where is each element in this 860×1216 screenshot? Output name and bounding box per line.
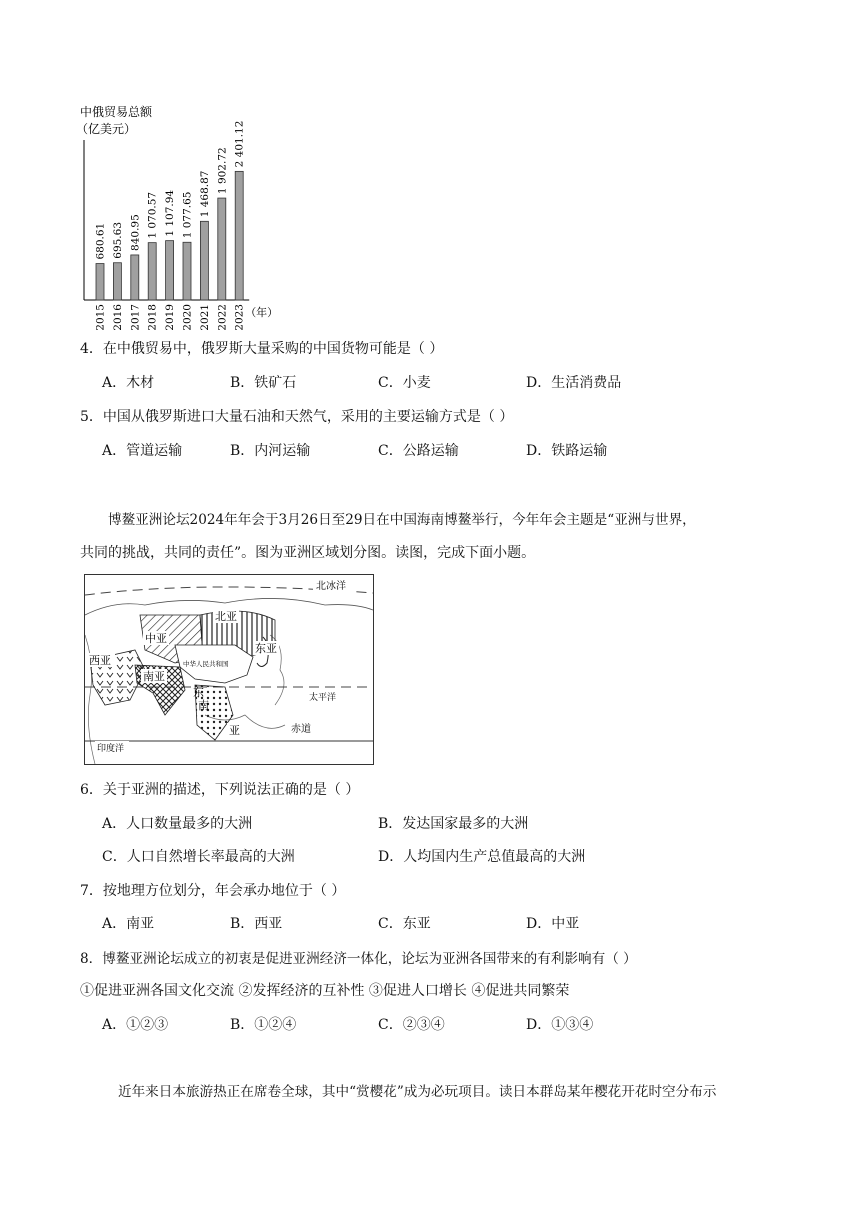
bar-value-label-2015: 680.61: [94, 222, 107, 260]
q7-option-b[interactable]: B．西亚: [230, 916, 283, 932]
map-label-china: 中华人民共和国: [183, 660, 229, 668]
q4-option-d[interactable]: D．生活消费品: [526, 375, 622, 391]
q5-option-c[interactable]: C．公路运输: [378, 443, 459, 459]
q8-option-a[interactable]: A．①②③: [102, 1017, 169, 1033]
x-tick-label-2016: 2016: [111, 304, 124, 330]
x-tick-label-2017: 2017: [129, 304, 142, 330]
asia-region-map: [84, 574, 374, 765]
trade-bar-chart-svg: [70, 100, 290, 330]
x-tick-label-2021: 2021: [198, 304, 211, 330]
q6-option-b[interactable]: B．发达国家最多的大洲: [378, 816, 529, 832]
map-label-southeast-2: 南: [198, 699, 209, 712]
y-axis-label: 中俄贸易总额: [80, 105, 153, 119]
map-label-west-asia: 西亚: [89, 654, 111, 667]
q6-option-a[interactable]: A．人口数量最多的大洲: [102, 816, 253, 832]
question-6-stem: 6．关于亚洲的描述，下列说法正确的是（ ）: [80, 782, 360, 798]
map-label-southeast-3: 亚: [229, 724, 240, 737]
bar-2015: [96, 264, 104, 300]
q4-option-c[interactable]: C．小麦: [378, 375, 431, 391]
bar-2020: [183, 242, 191, 300]
question-8-items: ①促进亚洲各国文化交流 ②发挥经济的互补性 ③促进人口增长 ④促进共同繁荣: [80, 983, 570, 999]
question-5-stem: 5．中国从俄罗斯进口大量石油和天然气，采用的主要运输方式是（ ）: [80, 409, 514, 425]
q7-option-d[interactable]: D．中亚: [526, 916, 580, 932]
bar-value-label-2021: 1 468.87: [198, 170, 211, 218]
q4-option-a[interactable]: A．木材: [102, 375, 155, 391]
asia-region-map-svg: [85, 575, 373, 764]
map-label-north-asia: 北亚: [215, 610, 237, 623]
bar-2019: [166, 241, 174, 300]
q7-option-c[interactable]: C．东亚: [378, 916, 431, 932]
x-tick-label-2022: 2022: [216, 304, 229, 330]
q4-option-b[interactable]: B．铁矿石: [230, 375, 297, 391]
question-8-stem: 8．博鳌亚洲论坛成立的初衷是促进亚洲经济一体化，论坛为亚洲各国带来的有利影响有（ ）: [80, 951, 637, 967]
trade-bar-chart: [70, 100, 290, 330]
bar-2021: [200, 221, 208, 300]
passage-2-line-2: 共同的挑战，共同的责任”。图为亚洲区域划分图。读图，完成下面小题。: [80, 545, 536, 561]
question-7-stem: 7．按地理方位划分，年会承办地位于（ ）: [80, 883, 346, 899]
bar-2017: [131, 255, 139, 300]
x-tick-label-2018: 2018: [146, 304, 159, 330]
bar-value-label-2023: 2 401.12: [233, 120, 246, 168]
x-tick-label-2019: 2019: [164, 304, 177, 330]
map-label-indian: 印度洋: [97, 744, 125, 754]
bar-2023: [235, 171, 243, 300]
bar-value-label-2018: 1 070.57: [146, 191, 159, 239]
q8-option-b[interactable]: B．①②④: [230, 1017, 297, 1033]
bar-value-label-2019: 1 107.94: [164, 189, 177, 237]
q5-option-b[interactable]: B．内河运输: [230, 443, 311, 459]
bar-2018: [148, 243, 156, 300]
q5-option-d[interactable]: D．铁路运输: [526, 443, 608, 459]
passage-2-line-1: 博鳌亚洲论坛2024年年会于3月26日至29日在中国海南博鳌举行，今年年会主题是“亚洲与世界，: [108, 512, 696, 528]
q6-option-c[interactable]: C．人口自然增长率最高的大洲: [102, 849, 295, 865]
y-axis-unit: （亿美元）: [76, 122, 137, 136]
map-label-arctic: 北冰洋: [316, 581, 346, 592]
map-label-east-asia: 东亚: [255, 642, 277, 655]
map-label-south-asia: 南亚: [143, 670, 165, 683]
bar-value-label-2016: 695.63: [111, 221, 124, 259]
q6-option-d[interactable]: D．人均国内生产总值最高的大洲: [378, 849, 586, 865]
bar-2022: [218, 198, 226, 300]
map-label-pacific: 太平洋: [309, 693, 337, 703]
map-label-southeast-1: 东: [193, 686, 204, 699]
x-tick-label-2020: 2020: [181, 304, 194, 330]
bar-2016: [113, 263, 121, 300]
question-4-stem: 4．在中俄贸易中，俄罗斯大量采购的中国货物可能是（ ）: [80, 341, 444, 357]
bar-value-label-2022: 1 902.72: [216, 147, 229, 195]
q8-option-c[interactable]: C．②③④: [378, 1017, 445, 1033]
passage-3-line-1: 近年来日本旅游热正在席卷全球，其中“赏樱花”成为必玩项目。读日本群岛某年樱花开花时空分布示: [118, 1084, 717, 1100]
bar-value-label-2020: 1 077.65: [181, 191, 194, 239]
x-tick-label-2015: 2015: [94, 304, 107, 330]
x-axis-unit: （年）: [245, 306, 279, 319]
map-label-central-asia: 中亚: [145, 632, 167, 645]
bar-value-label-2017: 840.95: [129, 214, 142, 251]
q8-option-d[interactable]: D．①③④: [526, 1017, 594, 1033]
x-tick-label-2023: 2023: [233, 304, 246, 330]
q7-option-a[interactable]: A．南亚: [102, 916, 155, 932]
q5-option-a[interactable]: A．管道运输: [102, 443, 183, 459]
map-label-equator: 赤道: [291, 724, 311, 735]
